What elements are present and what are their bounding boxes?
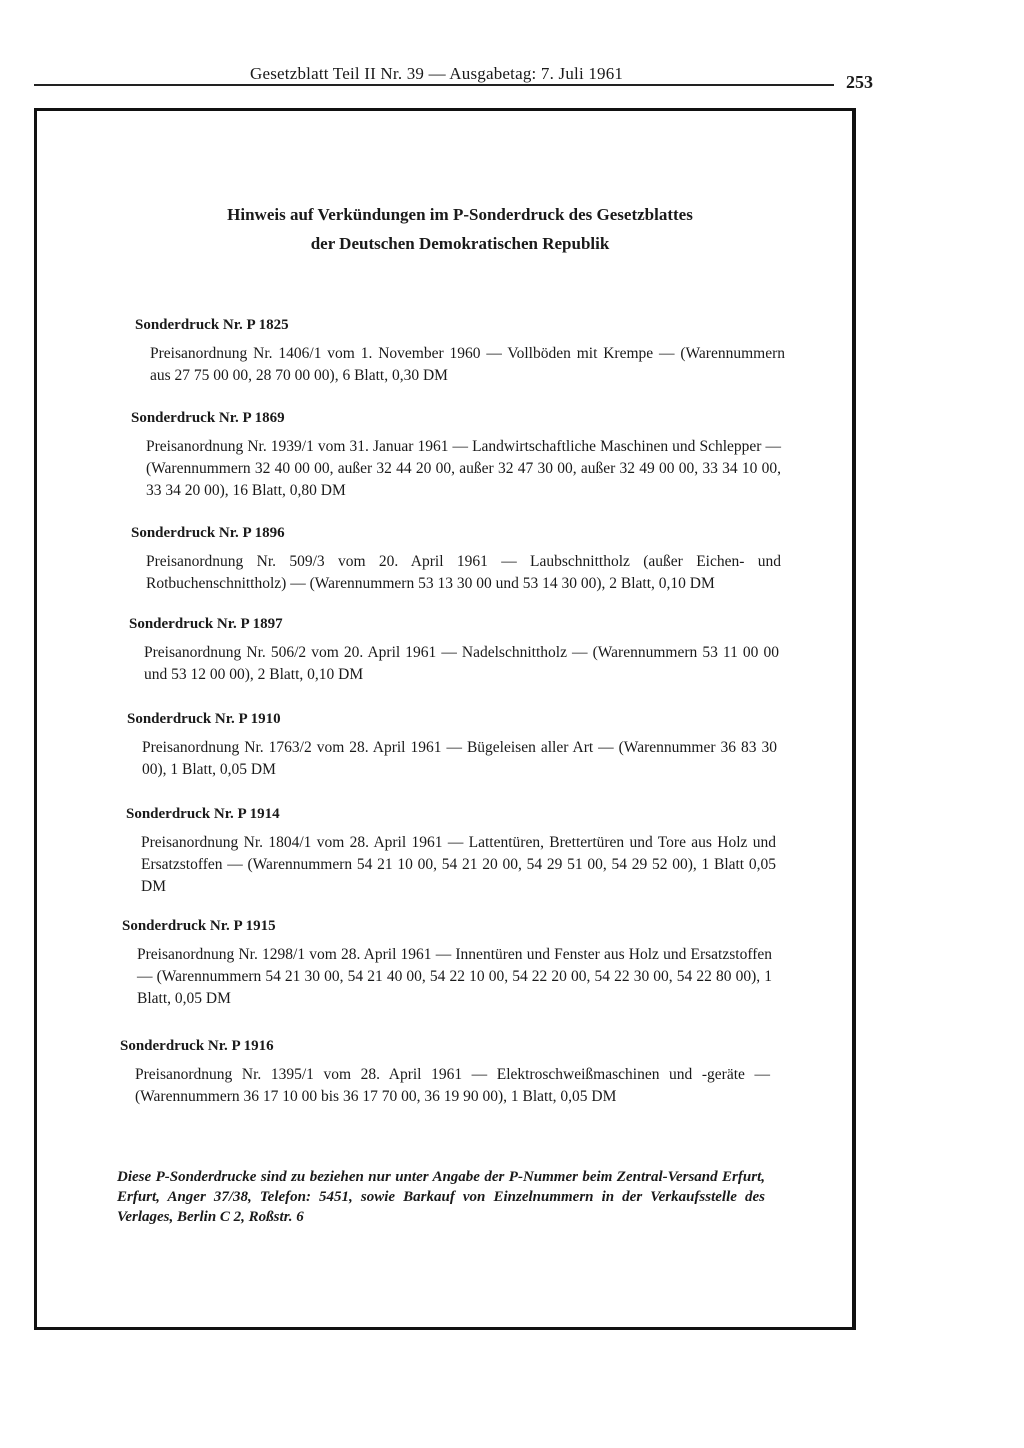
entry-heading: Sonderdruck Nr. P 1869 — [131, 410, 285, 426]
entry-text: Preisanordnung Nr. 506/2 vom 20. April 1961 — Nadelschnittholz — (Warennummern 53 11 00 00 und 53 12 00 00), 2 Blatt, 0,10 DM — [144, 644, 779, 683]
entry-text: Preisanordnung Nr. 1406/1 vom 1. November 1960 — Vollböden mit Krempe — (Warennummern aus 27 75 00 00, 28 70 00 00), 6 Blatt, 0,30 DM — [150, 345, 785, 384]
entry-heading: Sonderdruck Nr. P 1914 — [126, 806, 280, 822]
entry-text: Preisanordnung Nr. 1804/1 vom 28. April 1961 — Lattentüren, Brettertüren und Tore aus Holz und Ersatzstoffen — (Warennummern 54 21 10 00, 54 21 20 00, 54 29 51 00, 54 29 52 00), 1 Blatt 0,05 DM — [141, 834, 776, 895]
title-line-1: Hinweis auf Verkündungen im P-Sonderdruck des Gesetzblattes — [227, 205, 693, 224]
entry-p1896 — [131, 525, 781, 595]
entry-heading: Sonderdruck Nr. P 1910 — [127, 711, 281, 727]
entry-p1914 — [126, 806, 776, 898]
ordering-notice: Diese P-Sonderdrucke sind zu beziehen nur unter Angabe der P-Nummer beim Zentral-Versand Erfurt, Erfurt, Anger 37/38, Telefon: 5451, sowie Barkauf von Einzelnummern in der Verkaufsstelle des Verlages, Berlin C 2, Roßstr. 6 — [117, 1169, 765, 1225]
page-number: 253 — [846, 72, 873, 92]
entry-p1910 — [127, 711, 777, 781]
entry-heading: Sonderdruck Nr. P 1825 — [135, 317, 289, 333]
header-rule — [34, 84, 834, 86]
entry-p1897 — [129, 616, 779, 686]
entry-heading: Sonderdruck Nr. P 1896 — [131, 525, 285, 541]
entry-p1915 — [122, 918, 772, 1010]
entry-heading: Sonderdruck Nr. P 1897 — [129, 616, 283, 632]
notice-title — [150, 200, 770, 258]
entry-text: Preisanordnung Nr. 509/3 vom 20. April 1961 — Laubschnittholz (außer Eichen- und Rotbuchenschnittholz) — (Warennummern 53 13 30 00 und 53 14 30 00), 2 Blatt, 0,10 DM — [146, 553, 781, 592]
title-line-2: der Deutschen Demokratischen Republik — [310, 234, 610, 253]
entry-text: Preisanordnung Nr. 1939/1 vom 31. Januar 1961 — Landwirtschaftliche Maschinen und Schlepper — (Warennummern 32 40 00 00, außer 32 44 20 00, außer 32 47 30 00, außer 32 49 00 00, 33 34 10 00, 33 34 20 00), 16 Blatt, 0,80 DM — [146, 438, 781, 499]
entry-p1825 — [135, 317, 785, 387]
entry-text: Preisanordnung Nr. 1298/1 vom 28. April 1961 — Innentüren und Fenster aus Holz und Ersatzstoffen — (Warennummern 54 21 30 00, 54 21 40 00, 54 22 10 00, 54 22 20 00, 54 22 30 00, 54 22 80 00), 1 Blatt, 0,05 DM — [137, 946, 772, 1007]
entry-heading: Sonderdruck Nr. P 1915 — [122, 918, 276, 934]
entry-text: Preisanordnung Nr. 1395/1 vom 28. April 1961 — Elektroschweißmaschinen und -geräte — (Warennummern 36 17 10 00 bis 36 17 70 00, 36 19 90 00), 1 Blatt, 0,05 DM — [135, 1066, 770, 1105]
header-title: Gesetzblatt Teil II Nr. 39 — Ausgabetag: 7. Juli 1961 — [250, 64, 624, 83]
entry-p1916 — [120, 1038, 770, 1108]
entry-heading: Sonderdruck Nr. P 1916 — [120, 1038, 274, 1054]
entry-text: Preisanordnung Nr. 1763/2 vom 28. April 1961 — Bügeleisen aller Art — (Warennummer 36 83 30 00), 1 Blatt, 0,05 DM — [142, 739, 777, 778]
entry-p1869 — [131, 410, 781, 502]
